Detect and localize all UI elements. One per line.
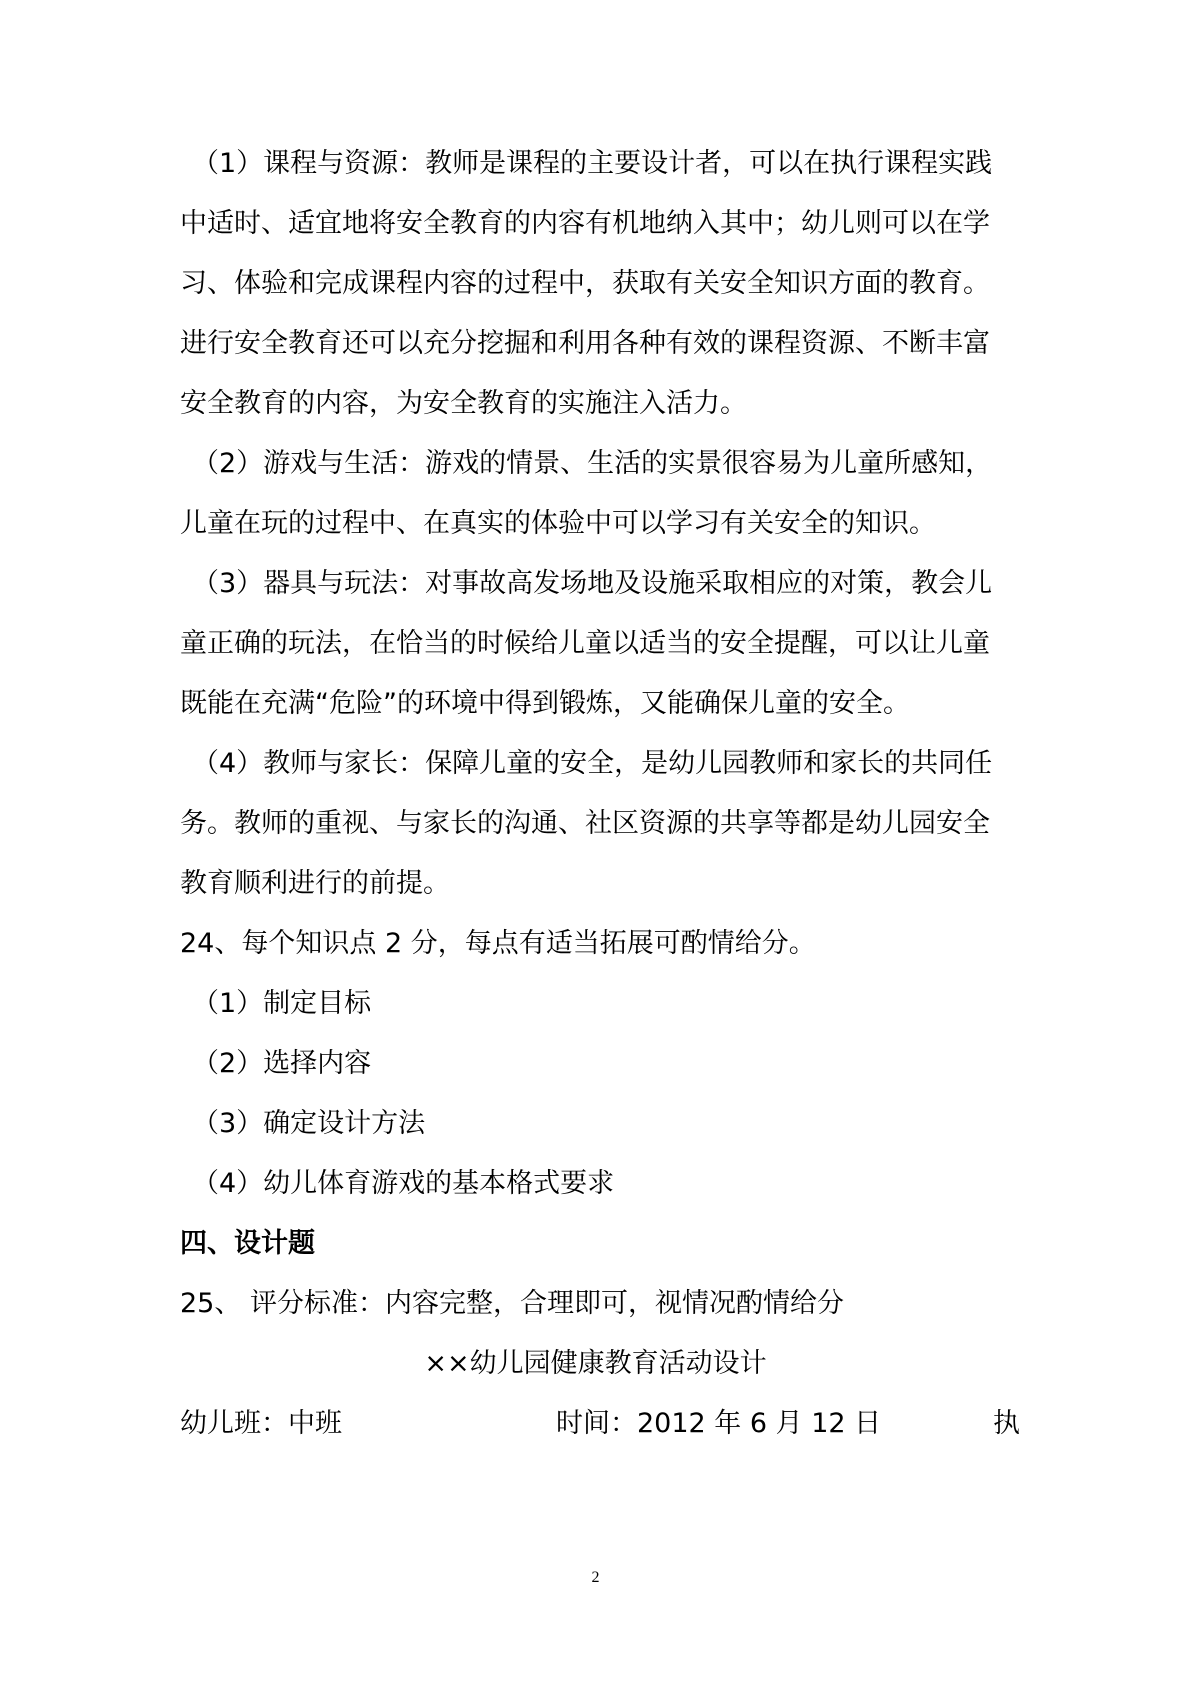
paragraph-line: 进行安全教育还可以充分挖掘和利用各种有效的课程资源、不断丰富 — [180, 328, 990, 359]
paragraph-line: 中适时、适宜地将安全教育的内容有机地纳入其中；幼儿则可以在学 — [180, 208, 990, 239]
class-info: 幼儿班：中班 — [180, 1408, 342, 1439]
paragraph-line: 既能在充满“危险”的环境中得到锻炼，又能确保儿童的安全。 — [180, 688, 910, 719]
question-24-line: 24、每个知识点 2 分，每点有适当拓展可酌情给分。 — [180, 928, 816, 959]
paragraph-line: 童正确的玩法，在恰当的时候给儿童以适当的安全提醒，可以让儿童 — [180, 628, 990, 659]
paragraph-line: 习、体验和完成课程内容的过程中，获取有关安全知识方面的教育。 — [180, 268, 990, 299]
paragraph-line: 安全教育的内容，为安全教育的实施注入活力。 — [180, 388, 747, 419]
paragraph-line: 儿童在玩的过程中、在真实的体验中可以学习有关安全的知识。 — [180, 508, 936, 539]
activity-title: ××幼儿园健康教育活动设计 — [424, 1348, 767, 1379]
paragraph-line: 务。教师的重视、与家长的沟通、社区资源的共享等都是幼儿园安全 — [180, 808, 990, 839]
executor-info: 执 — [993, 1408, 1020, 1439]
paragraph-line: （2）游戏与生活：游戏的情景、生活的实景很容易为儿童所感知， — [192, 448, 993, 479]
paragraph-line: （1）课程与资源：教师是课程的主要设计者，可以在执行课程实践 — [192, 148, 993, 179]
list-item: （1）制定目标 — [192, 988, 372, 1019]
time-info: 时间：2012 年 6 月 12 日 — [556, 1408, 882, 1439]
page-number: 2 — [591, 1569, 600, 1586]
list-item: （2）选择内容 — [192, 1048, 372, 1079]
paragraph-line: 教育顺利进行的前提。 — [180, 868, 450, 899]
paragraph-line: （3）器具与玩法：对事故高发场地及设施采取相应的对策，教会儿 — [192, 568, 993, 599]
question-25-line: 25、 评分标准：内容完整，合理即可，视情况酌情给分 — [180, 1288, 844, 1319]
paragraph-line: （4）教师与家长：保障儿童的安全，是幼儿园教师和家长的共同任 — [192, 748, 993, 779]
section-heading: 四、设计题 — [180, 1228, 315, 1259]
list-item: （4）幼儿体育游戏的基本格式要求 — [192, 1168, 615, 1199]
list-item: （3）确定设计方法 — [192, 1108, 426, 1139]
